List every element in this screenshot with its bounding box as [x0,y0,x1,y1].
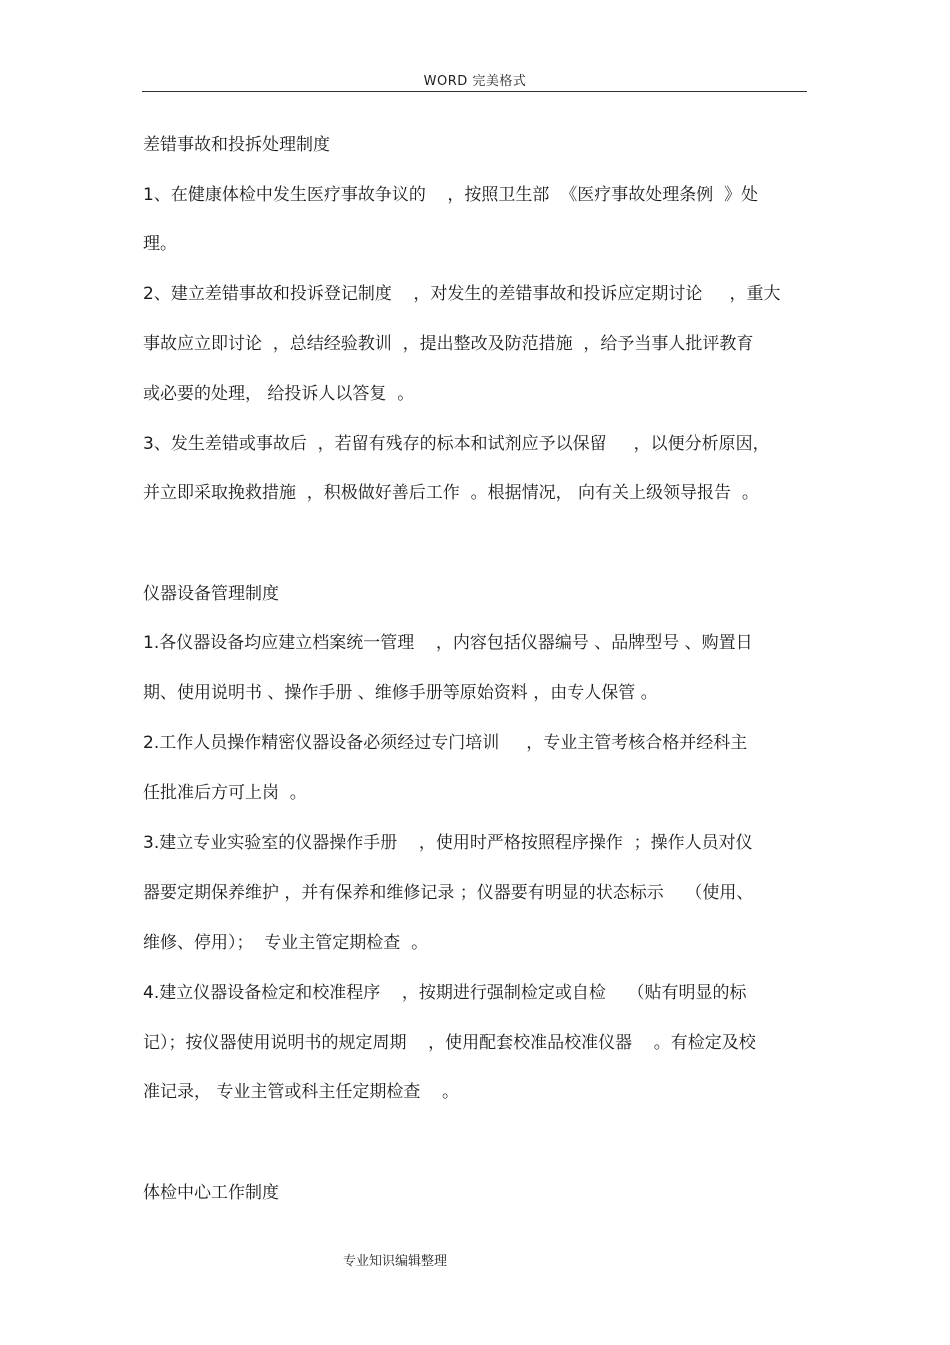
paragraph-line: 2.工作人员操作精密仪器设备必须经过专门培训 ，专业主管考核合格并经科主 [143,733,748,753]
paragraph-line: 3.建立专业实验室的仪器操作手册 ，使用时严格按照程序操作 ；操作人员对仪 [143,833,753,853]
section-title: 差错事故和投拆处理制度 [143,135,330,155]
page-footer: 专业知识编辑整理 [343,1254,448,1269]
paragraph-line: 理。 [143,234,177,254]
section-title: 体检中心工作制度 [143,1183,279,1203]
header-label: WORD 完美格式 [423,74,527,89]
paragraph-line: 或必要的处理， 给投诉人以答复 。 [143,384,415,404]
paragraph-line: 1.各仪器设备均应建立档案统一管理 ，内容包括仪器编号 、品牌型号 、购置日 [143,633,753,653]
paragraph-line: 事故应立即讨论 ，总结经验教训 ，提出整改及防范措施 ，给予当事人批评教育 [143,334,754,354]
header-divider [142,91,807,92]
paragraph-line: 任批准后方可上岗 。 [143,783,307,803]
paragraph-line: 期、使用说明书 、操作手册 、维修手册等原始资料 ，由专人保管 。 [143,683,658,703]
paragraph-line: 1、在健康体检中发生医疗事故争议的 ，按照卫生部 《医疗事故处理条例 》处 [143,185,759,205]
paragraph-line: 器要定期保养维护 ，并有保养和维修记录 ；仪器要有明显的状态标示 （使用、 [143,883,754,903]
paragraph-line: 记）；按仪器使用说明书的规定周期 ，使用配套校准品校准仪器 。有检定及校 [143,1033,756,1053]
paragraph-line: 准记录， 专业主管或科主任定期检查 。 [143,1082,460,1102]
paragraph-line: 2、建立差错事故和投诉登记制度 ，对发生的差错事故和投诉应定期讨论 ，重大 [143,284,781,304]
section-title: 仪器设备管理制度 [143,584,279,604]
paragraph-line: 3、发生差错或事故后 ，若留有残存的标本和试剂应予以保留 ，以便分析原因， [143,434,770,454]
paragraph-line: 4.建立仪器设备检定和校准程序 ，按期进行强制检定或自检 （贴有明显的标 [143,983,747,1003]
paragraph-line: 维修、停用）； 专业主管定期检查 。 [143,933,429,953]
paragraph-line: 并立即采取挽救措施 ，积极做好善后工作 。根据情况， 向有关上级领导报告 。 [143,483,759,503]
